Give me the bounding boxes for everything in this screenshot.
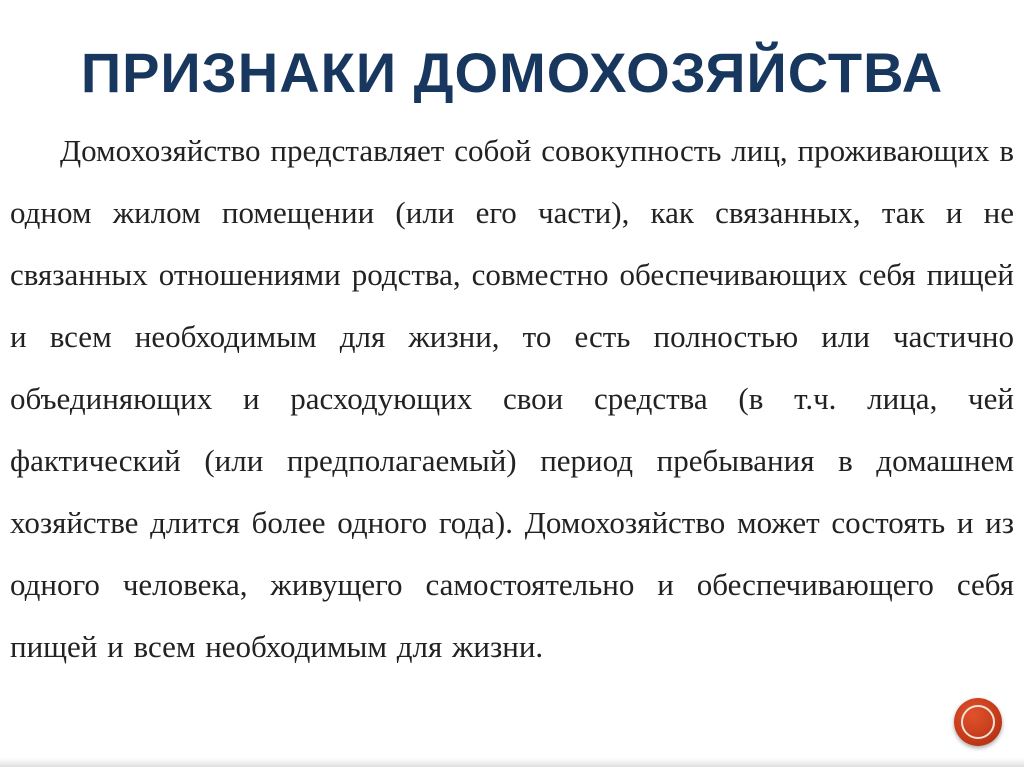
slide-body-text: Домохозяйство представляет собой совокупность лиц, проживающих в одном жилом помещении (или его части), как связанных, так и не связанных отношениями родства, совместно обеспечивающих себя пищей и всем необходимым для жизни, то есть полностью или частично объединяющих и расходующих свои средства (в т.ч. лица, чей фактический (или предполагаемый) период пребывания в домашнем хозяйстве длится более одного года). Домохозяйство может состоять и из одного человека, живущего самостоятельно и обеспечивающего себя пищей и всем необходимым для жизни. [10, 133, 1014, 664]
slide-title: ПРИЗНАКИ ДОМОХОЗЯЙСТВА [80, 41, 944, 104]
circle-next-icon[interactable] [954, 698, 1002, 746]
nav-button-ring [961, 705, 995, 739]
slide-bottom-edge [0, 758, 1024, 767]
